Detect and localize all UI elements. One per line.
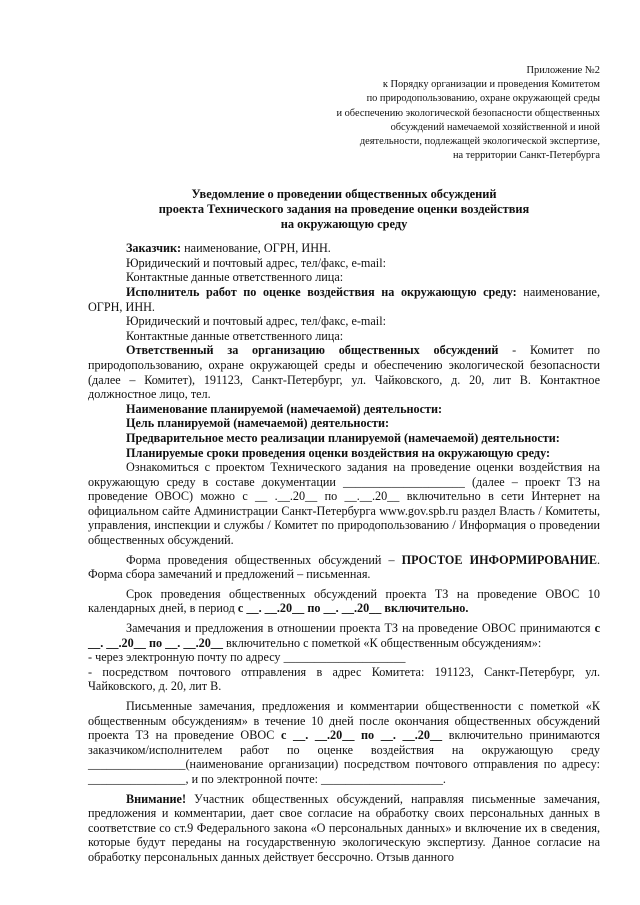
attention-paragraph	[88, 792, 600, 865]
customer-contacts: Контактные данные ответственного лица:	[126, 270, 344, 285]
contractor-address: Юридический и почтовый адрес, тел/факс, e-mail:	[126, 314, 386, 329]
appendix-number: Приложение №2	[526, 65, 600, 76]
appendix-header	[88, 64, 600, 163]
activity-place-heading: Предварительное место реализации планируемой (намечаемой) деятельности:	[126, 430, 560, 445]
appendix-line: к Порядку организации и проведения Комитетом	[382, 79, 600, 91]
organizer-label: Ответственный за организацию общественных обсуждений	[126, 343, 499, 358]
title-line: на окружающую среду	[280, 216, 408, 231]
remarks-paragraph	[88, 621, 600, 650]
customer-address: Юридический и почтовый адрес, тел/факс, e-mail:	[126, 255, 386, 270]
remarks-period: с __. __.20__ по __. __.20__	[88, 621, 600, 650]
customer-label: Заказчик:	[126, 241, 182, 256]
term-text: Срок проведения общественных обсуждений проекта ТЗ на проведение ОВОС 10 календарных дней, в период	[88, 586, 600, 616]
attention-label: Внимание!	[126, 791, 186, 806]
appendix-line: по природопользованию, охране окружающей среды	[366, 93, 600, 105]
written-period: с __. __.20__ по __. __.20__	[281, 728, 443, 743]
form-text-end: . Форма сбора замечаний и предложений – письменная.	[88, 552, 600, 582]
document-title	[88, 187, 600, 231]
appendix-line: деятельности, подлежащей экологической экспертизе,	[359, 136, 600, 148]
written-remarks-paragraph	[88, 699, 600, 787]
contractor-label: Исполнитель работ по оценке воздействия на окружающую среду:	[126, 284, 517, 299]
form-type: ПРОСТОЕ ИНФОРМИРОВАНИЕ	[401, 552, 597, 567]
activity-name-heading: Наименование планируемой (намечаемой) деятельности:	[126, 401, 443, 416]
channel-post: - посредством почтового отправления в адрес Комитета: 191123, Санкт-Петербург, ул. Чайковского, д. 20, лит В.	[88, 664, 600, 694]
contractor-text: наименование, ОГРН, ИНН.	[88, 284, 600, 314]
customer-text: наименование, ОГРН, ИНН.	[181, 241, 331, 256]
contractor-contacts: Контактные данные ответственного лица:	[126, 328, 344, 343]
term-paragraph	[88, 587, 600, 616]
written-text: Письменные замечания, предложения и комментарии общественности с пометкой «К общественным обсуждениям» в течение 10 дней после окончания общественных обсуждений проекта ТЗ на проведение ОВОС	[88, 699, 600, 743]
contractor-section	[88, 285, 600, 314]
form-paragraph	[88, 553, 600, 582]
appendix-line: на территории Санкт-Петербурга	[452, 150, 600, 162]
assessment-dates-heading: Планируемые сроки проведения оценки воздействия на окружающую среду:	[126, 445, 551, 460]
organizer-text: - Комитет по природопользованию, охране окружающей среды и обеспечению экологической безопасности (далее – Комитет), 191123, Санкт-Петербург, ул. Чайковского, д. 20, лит В. Контактное должностное лицо, тел.	[88, 343, 601, 402]
activity-goal-heading: Цель планируемой (намечаемой) деятельности:	[126, 416, 390, 431]
form-text: Форма проведения общественных обсуждений –	[126, 552, 402, 567]
customer-section	[88, 241, 600, 256]
written-text-end: включительно принимаются заказчиком/исполнителем работ по оценке воздействия на окружающую среду ________________(наименование организации) посредством почтового отправления по адресу: ________________, и по электронной почте: ____________________.	[88, 728, 600, 786]
channel-email: - через электронную почту по адресу ____________________	[88, 650, 406, 665]
attention-text: Участник общественных обсуждений, направляя письменные замечания, предложения и комментарии, дает свое согласие на обработку своих персональных данных в соответствие со ст.9 Федерального закона «О персональных данных» и включение их в сведения, которые будут переданы на государственную экологическую экспертизу. Данное согласие на обработку персональных данных действует бессрочно. Отзыв данного	[88, 791, 600, 864]
remarks-text: Замечания и предложения в отношении проекта ТЗ на проведение ОВОС принимаются	[126, 621, 595, 636]
title-line: проекта Технического задания на проведение оценки воздействия	[158, 202, 530, 217]
organizer-section	[88, 343, 600, 401]
term-period: с __. __.20__ по __. __.20__ включительно.	[237, 601, 469, 616]
appendix-line: обсуждений намечаемой хозяйственной и иной	[390, 121, 600, 133]
title-line: Уведомление о проведении общественных обсуждений	[191, 187, 497, 202]
remarks-text-end: включительно с пометкой «К общественным обсуждениям»:	[223, 635, 542, 650]
appendix-line: и обеспечению экологической безопасности общественных	[336, 107, 600, 119]
familiarize-paragraph: Ознакомиться с проектом Технического задания на проведение оценки воздействия на окружающую среду в составе документации ____________________ (далее – проект ТЗ на проведение ОВОС) можно с __ .__.20__ по __.__.20__ включительно в сети Интернет на официальном сайте Администрации Санкт-Петербурга www.gov.spb.ru раздел Власть / Комитеты, управления, инспекции и службы / Комитет по природопользованию / Информация о проведении общественных обсуждений.	[88, 460, 600, 548]
